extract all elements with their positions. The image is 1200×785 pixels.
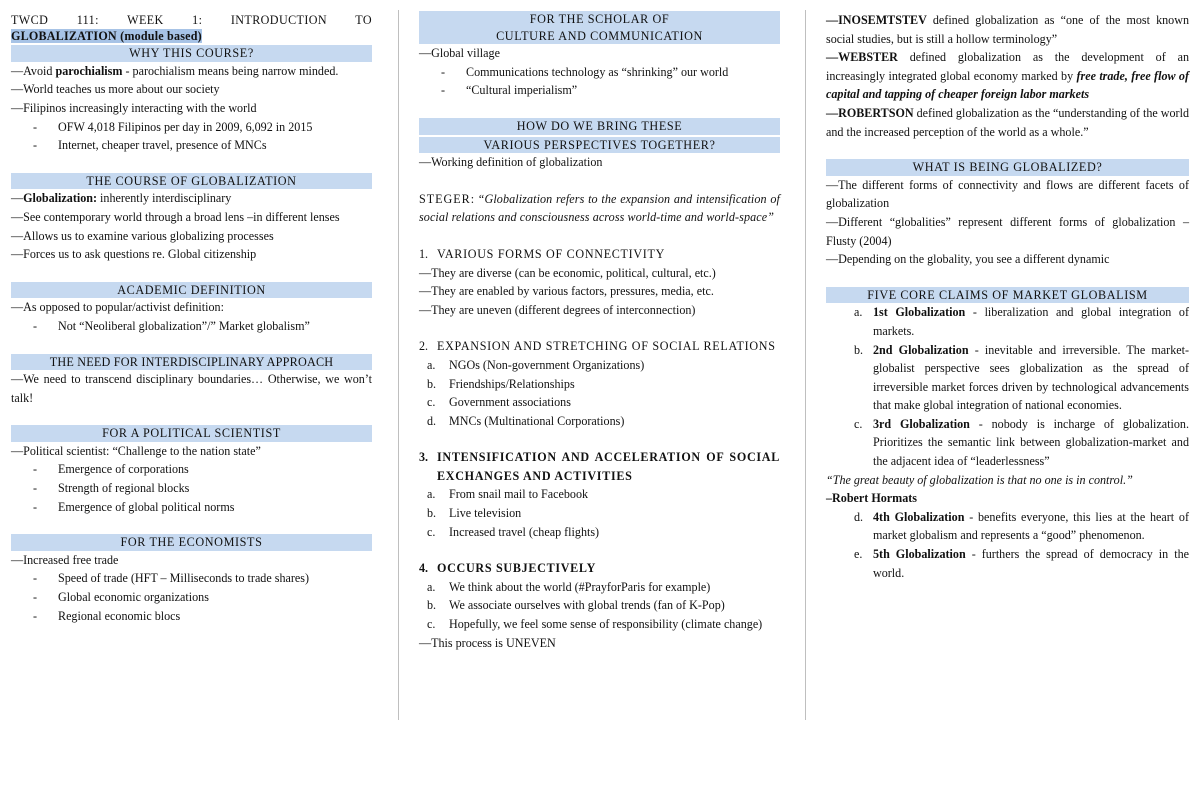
item-text: Increased travel (cheap flights) [449, 524, 600, 539]
section-heading-scholar-2: CULTURE AND COMMUNICATION [419, 28, 780, 45]
definition-text: defined globalization as the “understanding of the world and the increased perception of the world as a whole.” [826, 105, 1189, 139]
why-bullet [11, 136, 372, 155]
steger-colon: : [470, 191, 478, 206]
scholar-bullet [419, 81, 780, 100]
why-l1-bold: parochialism [55, 63, 123, 78]
heading-text: INTENSIFICATION AND ACCELERATION OF SOCIAL EXCHANGES AND ACTIVITIES [437, 450, 780, 483]
section-heading-course: THE COURSE OF GLOBALIZATION [11, 173, 372, 190]
course-line-1 [11, 189, 372, 208]
item-marker: b. [854, 342, 864, 357]
item-marker: a. [427, 487, 436, 502]
steger-quote: “Globalization refers to the expansion and intensification of social relations and consciousness across world-time and world-space” [419, 191, 780, 225]
section-heading-what: WHAT IS BEING GLOBALIZED? [826, 159, 1189, 176]
item-marker: d. [427, 413, 437, 428]
item-text: Hopefully, we feel some sense of responsibility (climate change) [449, 617, 763, 632]
polsci-line-1: —Political scientist: “Challenge to the nation state” [11, 443, 261, 458]
author-name: ROBERTSON [838, 105, 914, 120]
bullet-mark: - [33, 608, 38, 623]
section-heading-interdisciplinary: THE NEED FOR INTERDISCIPLINARY APPROACH [11, 354, 372, 371]
section-heading-together-2: VARIOUS PERSPECTIVES TOGETHER? [419, 137, 780, 154]
claim-item [826, 545, 1189, 582]
why-bullet-text: Internet, cheaper travel, presence of MNCs [58, 138, 267, 153]
econ-bullet [11, 569, 372, 588]
definition-text: defined globalization as “one of the most known social studies, but is still a hollow terminology” [826, 13, 1189, 46]
expansion-item [419, 412, 780, 431]
together-line-1: —Working definition of globalization [419, 155, 603, 170]
author-name: WEBSTER [838, 50, 898, 65]
academic-line-1: —As opposed to popular/activist definition: [11, 300, 224, 315]
section-heading-academic: ACADEMIC DEFINITION [11, 282, 372, 299]
heading-intensification [419, 448, 780, 485]
item-text: We think about the world (#PrayforParis for example) [449, 579, 711, 594]
what-line: —Different “globalities” represent different forms of globalization – Flusty (2004) [826, 214, 1189, 248]
course-line-3: —Allows us to examine various globalizing processes [11, 228, 274, 243]
column-3 [826, 11, 1189, 582]
claim-item [826, 303, 1189, 340]
hormats-quote [826, 471, 1189, 490]
heading-number: 1. [419, 246, 429, 261]
item-marker: c. [427, 617, 436, 632]
scholar-bullet-text: “Cultural imperialism” [466, 83, 578, 98]
bullet-mark: - [441, 83, 446, 98]
heading-number: 4. [419, 561, 429, 576]
polsci-bullet [11, 498, 372, 517]
expansion-item [419, 375, 780, 394]
item-text: Friendships/Relationships [449, 376, 575, 391]
intens-item [419, 504, 780, 523]
polsci-bullet-text: Emergence of corporations [58, 462, 189, 477]
bullet-mark: - [33, 571, 38, 586]
column-divider-2 [805, 10, 806, 720]
dash: — [826, 50, 839, 65]
section-heading-together-1: HOW DO WE BRING THESE [419, 118, 780, 135]
academic-bullet-text: Not “Neoliberal globalization”/” Market globalism” [58, 318, 310, 333]
item-marker: a. [854, 305, 863, 320]
econ-line-1: —Increased free trade [11, 552, 119, 567]
course-l1-c: inherently interdisciplinary [97, 191, 232, 206]
heading-text: VARIOUS FORMS OF CONNECTIVITY [437, 246, 666, 261]
doc-title-line2: GLOBALIZATION (module based) [11, 28, 202, 43]
claim-title: 1st Globalization [873, 305, 966, 320]
subj-item [419, 578, 780, 597]
definition-webster [826, 48, 1189, 104]
bullet-mark: - [33, 481, 38, 496]
hormats-attribution [826, 489, 1189, 508]
heading-connectivity [419, 245, 780, 264]
column-2 [419, 11, 780, 652]
claim-item [826, 415, 1189, 471]
item-marker: c. [854, 416, 863, 431]
scholar-bullet-text: Communications technology as “shrinking” our world [466, 64, 729, 79]
claim-item [826, 508, 1189, 545]
item-text: MNCs (Multinational Corporations) [449, 413, 625, 428]
why-l1-c: - parochialism means being narrow minded. [122, 63, 339, 78]
what-line: —Depending on the globality, you see a different dynamic [826, 252, 1110, 267]
intens-item [419, 485, 780, 504]
why-bullet-text: OFW 4,018 Filipinos per day in 2009, 6,092 in 2015 [58, 119, 313, 134]
definition-robertson [826, 104, 1189, 141]
course-l1-bold: Globalization: [23, 191, 98, 206]
what-line: —The different forms of connectivity and flows are different facets of globalization [826, 177, 1189, 211]
subj-item [419, 596, 780, 615]
polsci-bullet-text: Strength of regional blocks [58, 481, 190, 496]
definition-inosemtstev [826, 11, 1189, 48]
course-l1-a: — [11, 191, 24, 206]
subj-item [419, 615, 780, 634]
why-line-1 [11, 62, 372, 81]
bullet-mark: - [33, 119, 38, 134]
claim-title: 3rd Globalization [873, 416, 970, 431]
heading-number: 3. [419, 450, 429, 465]
steger-definition [419, 190, 780, 227]
polsci-bullet-text: Emergence of global political norms [58, 499, 235, 514]
claim-text: - inevitable and irreversible. The market-globalist perspective sees globalization as the spread of irreversible market forces driven by technological advancements that make global integration of national economies. [873, 342, 1189, 413]
bullet-mark: - [33, 138, 38, 153]
bullet-mark: - [33, 590, 38, 605]
bullet-mark: - [441, 64, 446, 79]
column-1 [11, 11, 372, 625]
bullet-mark: - [33, 318, 38, 333]
scholar-line-1: —Global village [419, 46, 500, 61]
bullet-mark: - [33, 462, 38, 477]
item-marker: e. [854, 547, 863, 562]
item-marker: d. [854, 509, 864, 524]
doc-title-line1: TWCD 111: WEEK 1: INTRODUCTION TO [11, 13, 372, 27]
section-heading-polsci: FOR A POLITICAL SCIENTIST [11, 425, 372, 442]
claim-item [826, 341, 1189, 415]
why-l1-a: —Avoid [11, 63, 56, 78]
course-line-4: —Forces us to ask questions re. Global citizenship [11, 247, 257, 262]
dash: — [826, 105, 839, 120]
column-divider-1 [398, 10, 399, 720]
section-heading-why: WHY THIS COURSE? [11, 45, 372, 62]
connectivity-line: —They are enabled by various factors, pressures, media, etc. [419, 284, 714, 299]
claim-title: 4th Globalization [873, 509, 965, 524]
item-text: Government associations [449, 395, 571, 410]
item-marker: a. [427, 357, 436, 372]
econ-bullet [11, 588, 372, 607]
academic-bullet [11, 317, 372, 336]
author-name: INOSEMTSTEV [838, 13, 927, 27]
section-heading-scholar-1: FOR THE SCHOLAR OF [419, 11, 780, 28]
econ-bullet-text: Global economic organizations [58, 590, 209, 605]
item-text: From snail mail to Facebook [449, 487, 589, 502]
quote-author: –Robert Hormats [826, 491, 918, 506]
course-line-2: —See contemporary world through a broad lens –in different lenses [11, 209, 340, 224]
definition-emphasis: free trade, free flow of capital and tapping of cheaper foreign labor markets [826, 68, 1189, 102]
heading-subjectively [419, 559, 780, 578]
section-heading-economists: FOR THE ECONOMISTS [11, 534, 372, 551]
item-marker: a. [427, 579, 436, 594]
claim-text: - benefits everyone, this lies at the heart of market globalism and represents a “good” phenomenon. [873, 509, 1189, 543]
heading-text: OCCURS SUBJECTIVELY [437, 561, 597, 576]
definition-text: defined globalization as the development of an increasingly integrated global economy marked by [826, 50, 1189, 83]
steger-name: STEGER [419, 191, 471, 206]
section-heading-claims: FIVE CORE CLAIMS OF MARKET GLOBALISM [826, 287, 1189, 304]
item-marker: b. [427, 598, 437, 613]
expansion-item [419, 356, 780, 375]
connectivity-line: —They are uneven (different degrees of interconnection) [419, 302, 696, 317]
item-marker: c. [427, 524, 436, 539]
claim-text: - furthers the spread of democracy in the world. [873, 547, 1189, 580]
econ-bullet-text: Regional economic blocs [58, 608, 181, 623]
econ-bullet [11, 607, 372, 626]
item-marker: c. [427, 395, 436, 410]
item-text: We associate ourselves with global trends (fan of K-Pop) [449, 598, 725, 613]
claim-title: 2nd Globalization [873, 342, 969, 357]
polsci-bullet [11, 460, 372, 479]
polsci-bullet [11, 479, 372, 498]
item-marker: b. [427, 506, 437, 521]
why-line-2: —World teaches us more about our society [11, 82, 220, 97]
heading-text: EXPANSION AND STRETCHING OF SOCIAL RELATIONS [437, 339, 776, 354]
item-marker: b. [427, 376, 437, 391]
quote-text: “The great beauty of globalization is that no one is in control.” [826, 472, 1133, 487]
why-bullet [11, 118, 372, 137]
claim-title: 5th Globalization [873, 547, 966, 562]
bullet-mark: - [33, 499, 38, 514]
inter-line-1: —We need to transcend disciplinary boundaries… Otherwise, we won’t talk! [11, 372, 372, 405]
dash: — [826, 13, 839, 27]
connectivity-line: —They are diverse (can be economic, political, cultural, etc.) [419, 265, 716, 280]
why-line-3: —Filipinos increasingly interacting with the world [11, 100, 257, 115]
claim-text: - liberalization and global integration of markets. [873, 305, 1190, 338]
heading-number: 2. [419, 339, 429, 354]
heading-expansion [419, 337, 780, 356]
intens-item [419, 523, 780, 542]
expansion-item [419, 393, 780, 412]
subj-closing: —This process is UNEVEN [419, 635, 556, 650]
scholar-bullet [419, 63, 780, 82]
claim-text: - nobody is incharge of globalization. Prioritizes the semantic link between globalization-market and the adjacent idea of “leaderlessness” [873, 416, 1189, 469]
econ-bullet-text: Speed of trade (HFT – Milliseconds to trade shares) [58, 571, 309, 586]
item-text: Live television [449, 506, 522, 521]
item-text: NGOs (Non-government Organizations) [449, 357, 645, 372]
